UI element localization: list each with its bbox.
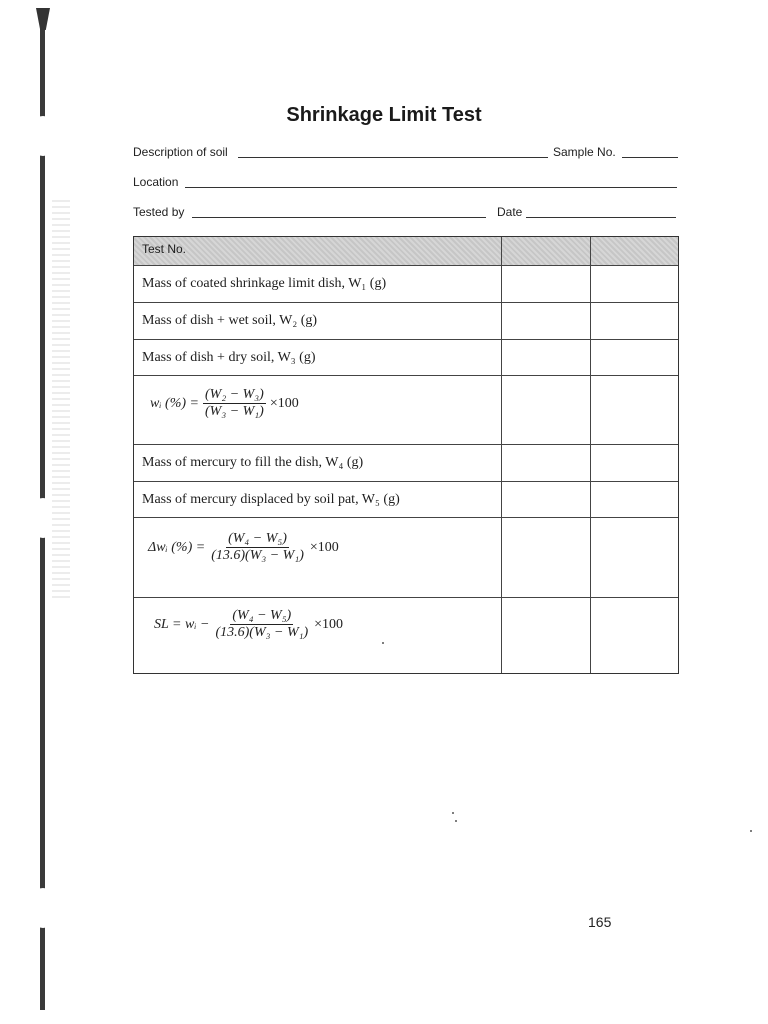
description-label: Description of soil [133, 145, 228, 159]
scan-dot [750, 830, 752, 832]
column-divider [590, 237, 591, 673]
formula-denominator: (13.6)(W₃ − W₁) [215, 625, 309, 640]
column-divider [501, 237, 502, 673]
formula-tail: ×100 [309, 539, 339, 555]
delta-moisture-formula [148, 531, 339, 564]
formula-numerator: (W₂ − W₃) [205, 387, 264, 402]
page-binding [36, 0, 50, 1024]
table-row [134, 445, 678, 482]
page-title: Shrinkage Limit Test [286, 104, 482, 126]
row-label-w3: Mass of dish + dry soil, W₃ (g) [142, 350, 316, 365]
row-label-w5: Mass of mercury displaced by soil pat, W₅ (g) [142, 492, 400, 507]
formula-tail: ×100 [269, 395, 299, 411]
sample-label: Sample No. [553, 145, 616, 159]
sample-line[interactable] [622, 157, 678, 158]
formula-denominator: (W₃ − W₁) [205, 404, 264, 419]
row-label-w2: Mass of dish + wet soil, W₂ (g) [142, 313, 318, 328]
table-row [134, 376, 678, 445]
moisture-content-formula [150, 387, 299, 420]
formula-lhs: SL = wᵢ − [154, 616, 210, 632]
formula-tail: ×100 [314, 616, 344, 632]
location-label: Location [133, 175, 179, 189]
scan-speckle [52, 200, 70, 600]
location-line[interactable] [185, 187, 677, 188]
table-header-row [134, 237, 678, 266]
tested-by-label: Tested by [133, 205, 185, 219]
table-row [134, 598, 678, 673]
formula-lhs: wᵢ (%) = [150, 395, 199, 411]
shrinkage-limit-formula [154, 608, 343, 641]
table-row [134, 266, 678, 303]
page-number: 165 [588, 914, 612, 930]
table-row [134, 482, 678, 518]
formula-numerator: (W₄ − W₅) [228, 531, 287, 546]
scan-dot [382, 642, 384, 644]
row-label-w4: Mass of mercury to fill the dish, W₄ (g) [142, 455, 364, 470]
punch-hole [28, 888, 58, 928]
formula-fraction [209, 531, 306, 564]
date-line[interactable] [526, 217, 676, 218]
description-line[interactable] [238, 157, 548, 158]
formula-numerator: (W₄ − W₅) [232, 608, 292, 623]
test-no-label: Test No. [142, 242, 187, 256]
table-row [134, 518, 678, 598]
formula-fraction [213, 608, 310, 641]
formula-lhs: Δwᵢ (%) = [148, 539, 206, 555]
tested-by-line[interactable] [192, 217, 486, 218]
formula-fraction [203, 387, 266, 420]
scan-dot [455, 820, 457, 822]
row-label-w1: Mass of coated shrinkage limit dish, W₁ (g) [142, 276, 387, 291]
scan-dot [452, 812, 454, 814]
table-row [134, 303, 678, 340]
binding-clip [36, 8, 50, 30]
formula-denominator: (13.6)(W₃ − W₁) [211, 548, 304, 563]
shrinkage-table [133, 236, 679, 674]
date-label: Date [497, 205, 523, 219]
table-row [134, 340, 678, 376]
